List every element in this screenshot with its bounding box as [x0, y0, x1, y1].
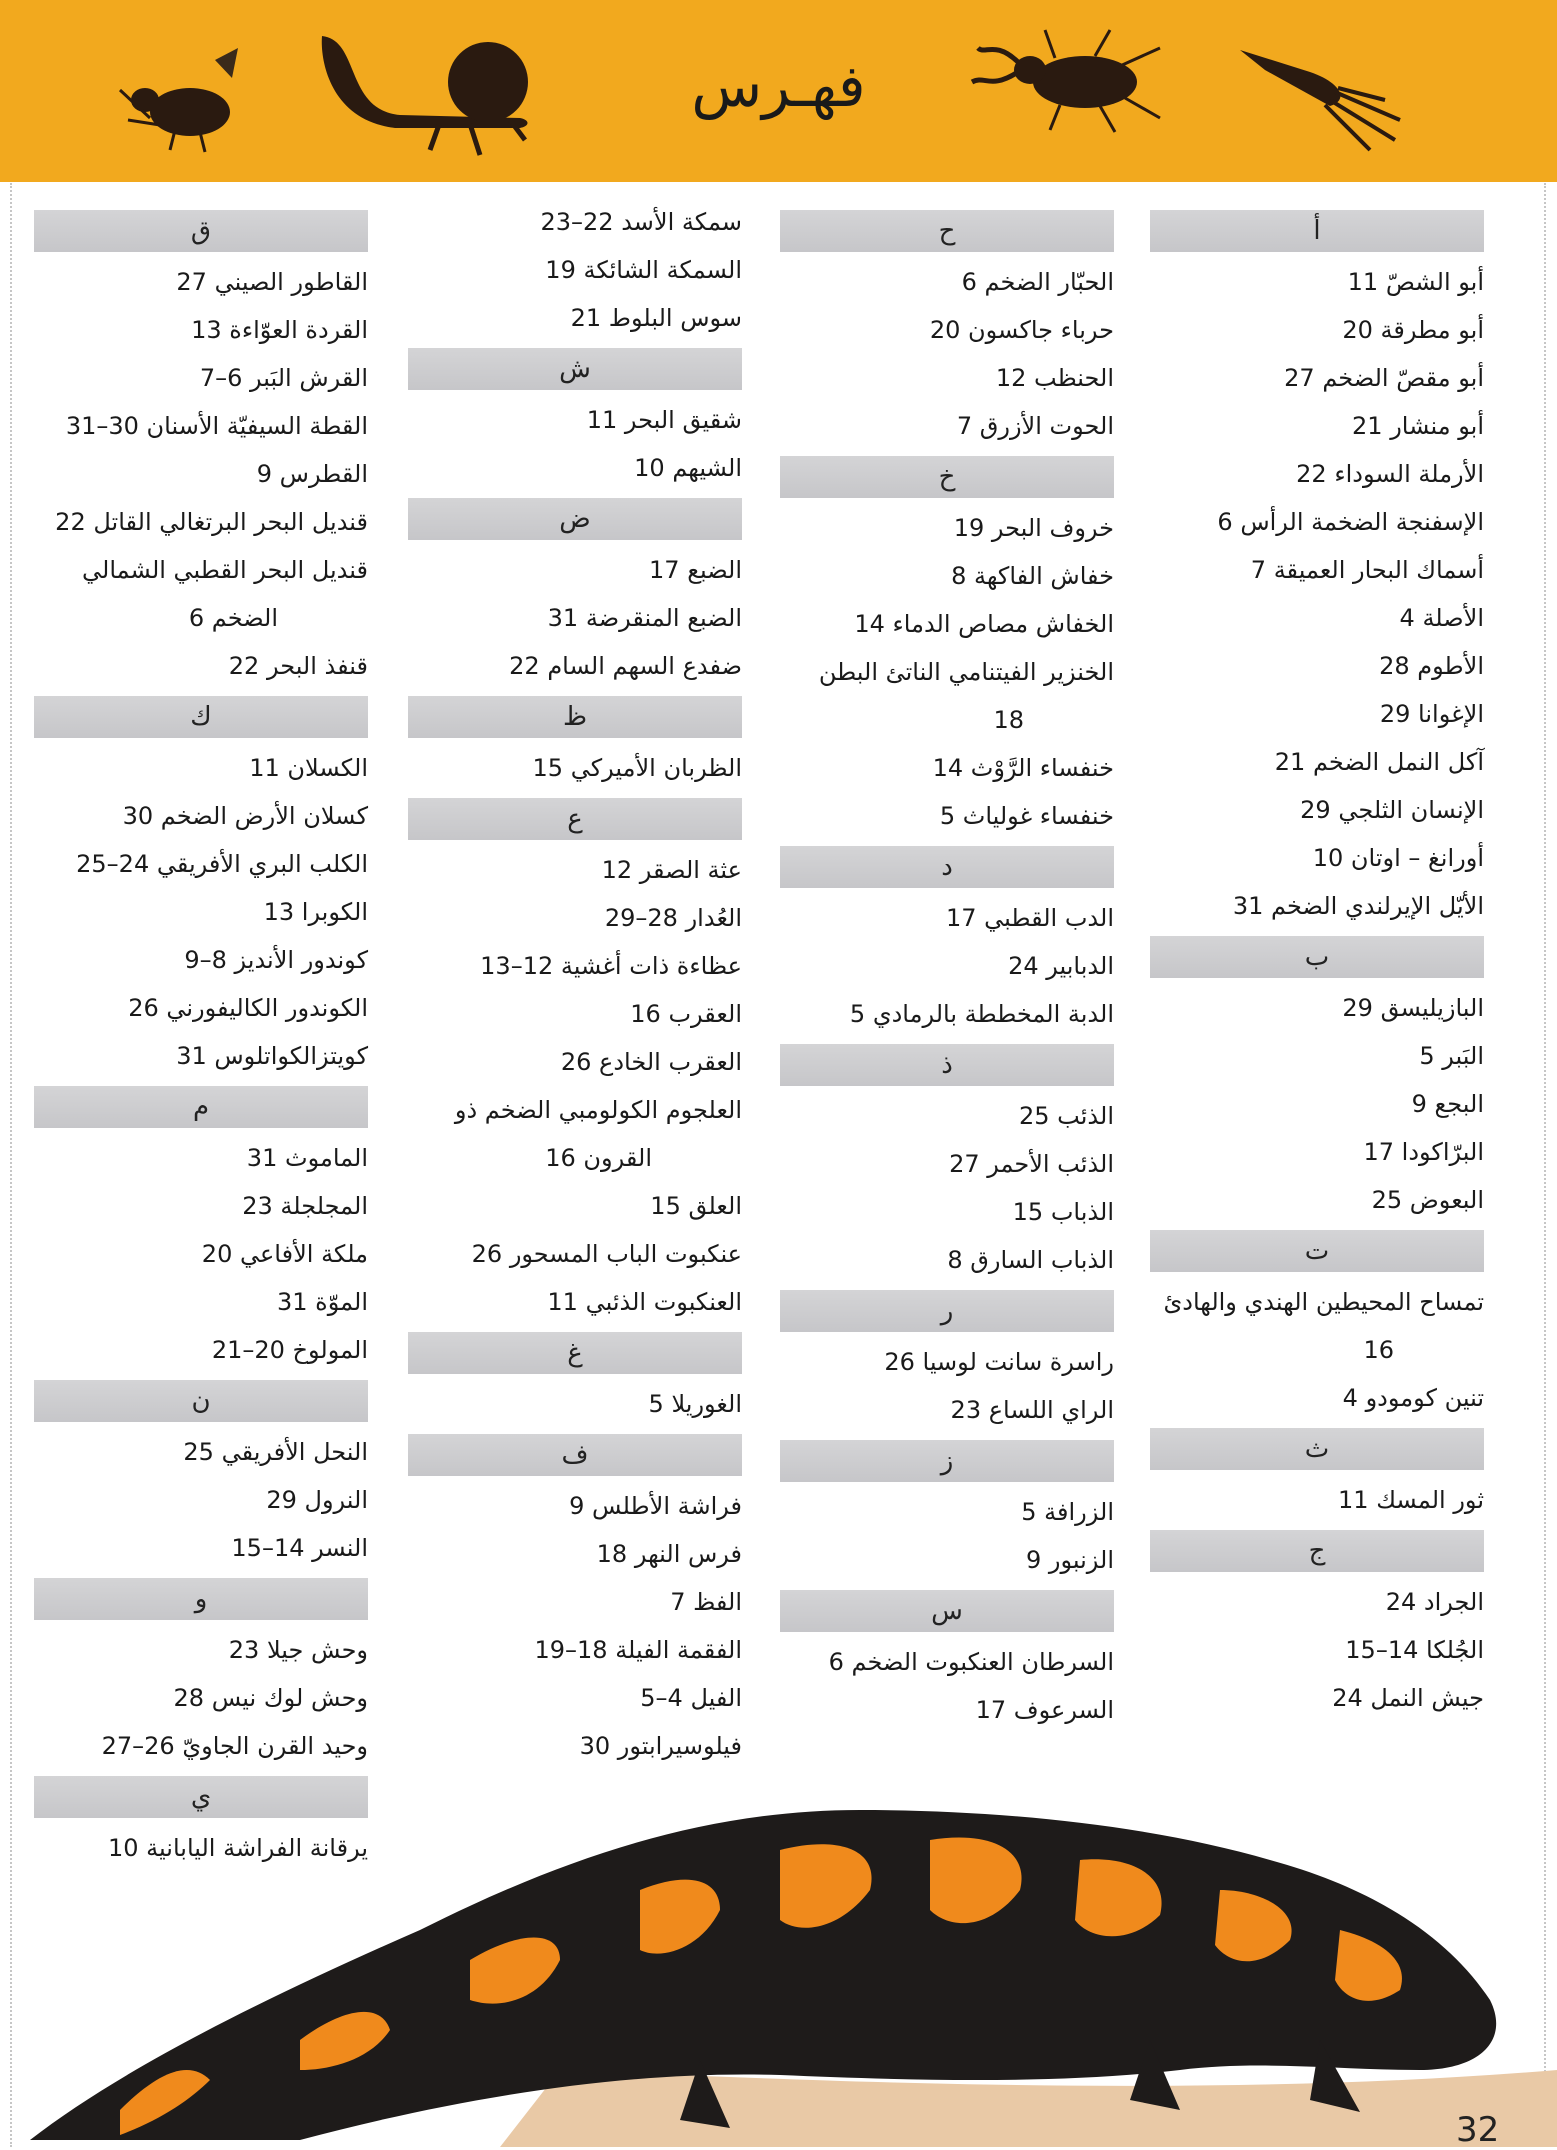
index-entry: الجراد 24	[1385, 1588, 1484, 1616]
index-entry: خروف البحر 19	[953, 514, 1114, 542]
index-entry: أبو مطرقة 20	[1342, 316, 1484, 344]
index-entry: المولوخ 20–21	[211, 1336, 368, 1364]
index-entry: كوندور الأنديز 8–9	[184, 946, 368, 974]
letter-header: غ	[408, 1332, 742, 1374]
index-entry: الظربان الأميركي 15	[532, 754, 742, 782]
letter-header: س	[780, 1590, 1114, 1632]
index-entry: البازيليسق 29	[1342, 994, 1484, 1022]
index-entry: يرقانة الفراشة اليابانية 10	[107, 1834, 368, 1862]
index-entry: وحش لوك نيس 28	[173, 1684, 368, 1712]
index-entry: السمكة الشائكة 19	[545, 256, 742, 284]
index-entry: فراشة الأطلس 9	[569, 1492, 742, 1520]
index-entry: البَبر 5	[1419, 1042, 1484, 1070]
letter-header: ز	[780, 1440, 1114, 1482]
index-entry: الإسفنجة الضخمة الرأس 6	[1217, 508, 1484, 536]
index-entry: آكل النمل الضخم 21	[1274, 748, 1484, 776]
letter-header: ض	[408, 498, 742, 540]
index-entry: أورانغ – اوتان 10	[1312, 844, 1484, 872]
index-entry: الإنسان الثلجي 29	[1300, 796, 1484, 824]
index-entry: العقرب 16	[630, 1000, 742, 1028]
index-entry: القطة السيفيّة الأسنان 30–31	[65, 412, 368, 440]
index-entry: قنفذ البحر 22	[228, 652, 368, 680]
index-entry: الأرملة السوداء 22	[1296, 460, 1484, 488]
index-entry: الأطوم 28	[1379, 652, 1484, 680]
index-entry: البجع 9	[1411, 1090, 1484, 1118]
index-entry: العنكبوت الذئبي 11	[547, 1288, 742, 1316]
index-entry: النحل الأفريقي 25	[183, 1438, 368, 1466]
index-entry: 16	[1363, 1336, 1394, 1364]
index-entry: تمساح المحيطين الهندي والهادئ	[1163, 1288, 1484, 1316]
index-entry: القرش البَبر 6–7	[199, 364, 368, 392]
index-entry: الضخم 6	[188, 604, 278, 632]
index-entry: النسر 14–15	[231, 1534, 368, 1562]
index-entry: كويتزالكواتلوس 31	[176, 1042, 368, 1070]
page-title: فهـرس	[691, 52, 866, 120]
index-entry: خنفساء الرَّوْث 14	[932, 754, 1114, 782]
letter-header: ن	[34, 1380, 368, 1422]
index-entry: قنديل البحر البرتغالي القاتل 22	[55, 508, 368, 536]
letter-header: ي	[34, 1776, 368, 1818]
index-entry: الكلب البري الأفريقي 24–25	[76, 850, 368, 878]
index-entry: العقرب الخادع 26	[560, 1048, 742, 1076]
index-entry: حرباء جاكسون 20	[929, 316, 1114, 344]
letter-header: ت	[1150, 1230, 1484, 1272]
letter-header: م	[34, 1086, 368, 1128]
index-entry: الإغوانا 29	[1379, 700, 1484, 728]
index-entry: خفاش الفاكهة 8	[951, 562, 1114, 590]
index-entry: سوس البلوط 21	[570, 304, 742, 332]
index-entry: الذباب السارق 8	[947, 1246, 1114, 1274]
index-entry: الضبع 17	[649, 556, 742, 584]
index-entry: الأيّل الإيرلندي الضخم 31	[1232, 892, 1484, 920]
index-entry: قنديل البحر القطبي الشمالي	[82, 556, 368, 584]
index-entry: الفيل 4–5	[640, 1684, 742, 1712]
index-entry: وحيد القرن الجاويّ 26–27	[101, 1732, 368, 1760]
index-entry: فرس النهر 18	[596, 1540, 742, 1568]
index-entry: الزنبور 9	[1025, 1546, 1114, 1574]
index-entry: النرول 29	[266, 1486, 368, 1514]
letter-header: و	[34, 1578, 368, 1620]
index-entry: الفقمة الفيلة 18–19	[534, 1636, 742, 1664]
letter-header: خ	[780, 456, 1114, 498]
index-entry: الزرافة 5	[1021, 1498, 1114, 1526]
index-entry: فيلوسيرابتور 30	[579, 1732, 742, 1760]
index-entry: القرون 16	[545, 1144, 652, 1172]
index-entry: الدبابير 24	[1008, 952, 1114, 980]
letter-header: ذ	[780, 1044, 1114, 1086]
index-entry: الفظ 7	[670, 1588, 742, 1616]
letter-header: ح	[780, 210, 1114, 252]
index-entry: القردة العوّاءة 13	[191, 316, 368, 344]
index-entry: الكسلان 11	[249, 754, 368, 782]
letter-header: ك	[34, 696, 368, 738]
index-entry: الراي اللساع 23	[950, 1396, 1114, 1424]
index-entry: السرعوف 17	[975, 1696, 1114, 1724]
index-entry: البرّاكودا 17	[1363, 1138, 1484, 1166]
index-entry: الذباب 15	[1012, 1198, 1114, 1226]
index-entry: الجُلكا 14–15	[1345, 1636, 1484, 1664]
index-entry: القطرس 9	[256, 460, 368, 488]
letter-header: أ	[1150, 210, 1484, 252]
index-entry: العلجوم الكولومبي الضخم ذو	[454, 1096, 742, 1124]
index-entry: أبو منشار 21	[1352, 412, 1484, 440]
index-entry: الأصلة 4	[1399, 604, 1484, 632]
letter-header: ر	[780, 1290, 1114, 1332]
index-entry: الحوت الأزرق 7	[956, 412, 1114, 440]
index-entry: راسرة سانت لوسيا 26	[884, 1348, 1114, 1376]
index-entry: الكوبرا 13	[263, 898, 368, 926]
index-entry: القاطور الصيني 27	[176, 268, 368, 296]
index-entry: الخفاش مصاص الدماء 14	[854, 610, 1114, 638]
index-entry: أبو مقصّ الضخم 27	[1284, 364, 1484, 392]
index-entry: المجلجلة 23	[242, 1192, 368, 1220]
index-entry: الكوندور الكاليفورني 26	[128, 994, 368, 1022]
index-column-3	[408, 198, 742, 1776]
index-entry: تنين كومودو 4	[1342, 1384, 1484, 1412]
index-entry: العُدار 28–29	[604, 904, 742, 932]
index-column-1	[1150, 210, 1484, 1728]
index-entry: الخنزير الفيتنامي الناتئ البطن	[818, 658, 1114, 686]
index-entry: وحش جيلا 23	[228, 1636, 368, 1664]
index-entry: العلق 15	[650, 1192, 742, 1220]
letter-header: ج	[1150, 1530, 1484, 1572]
index-entry: سمكة الأسد 22–23	[540, 208, 742, 236]
index-entry: البعوض 25	[1371, 1186, 1484, 1214]
letter-header: ظ	[408, 696, 742, 738]
index-entry: ثور المسك 11	[1338, 1486, 1484, 1514]
index-entry: السرطان العنكبوت الضخم 6	[828, 1648, 1114, 1676]
index-entry: خنفساء غولياث 5	[939, 802, 1114, 830]
letter-header: د	[780, 846, 1114, 888]
index-entry: 18	[993, 706, 1024, 734]
index-entry: الدبة المخططة بالرمادي 5	[849, 1000, 1114, 1028]
index-entry: الماموث 31	[246, 1144, 368, 1172]
index-column-2	[780, 210, 1114, 1740]
index-entry: الدب القطبي 17	[945, 904, 1114, 932]
letter-header: ق	[34, 210, 368, 252]
index-entry: كسلان الأرض الضخم 30	[122, 802, 368, 830]
index-entry: أسماك البحار العميقة 7	[1250, 556, 1484, 584]
index-column-4	[34, 210, 368, 1878]
page-number: 32	[1456, 2110, 1500, 2150]
index-entry: الحبّار الضخم 6	[961, 268, 1114, 296]
index-entry: الضبع المنقرضة 31	[547, 604, 742, 632]
index-entry: الموّة 31	[276, 1288, 368, 1316]
index-entry: عظاءة ذات أغشية 12–13	[480, 952, 742, 980]
index-entry: ضفدع السهم السام 22	[509, 652, 742, 680]
index-entry: الغوريلا 5	[648, 1390, 742, 1418]
gila-monster-illustration	[0, 1740, 1557, 2147]
index-entry: الذئب 25	[1019, 1102, 1114, 1130]
index-entry: جيش النمل 24	[1332, 1684, 1484, 1712]
index-entry: عثة الصقر 12	[601, 856, 742, 884]
index-entry: شقيق البحر 11	[586, 406, 742, 434]
letter-header: ب	[1150, 936, 1484, 978]
letter-header: ع	[408, 798, 742, 840]
index-entry: الشيهم 10	[634, 454, 742, 482]
letter-header: ش	[408, 348, 742, 390]
index-entry: الذئب الأحمر 27	[949, 1150, 1114, 1178]
index-entry: ملكة الأفاعي 20	[201, 1240, 368, 1268]
letter-header: ث	[1150, 1428, 1484, 1470]
letter-header: ف	[408, 1434, 742, 1476]
index-entry: الحنظب 12	[995, 364, 1114, 392]
index-entry: عنكبوت الباب المسحور 26	[471, 1240, 742, 1268]
index-entry: أبو الشصّ 11	[1347, 268, 1484, 296]
